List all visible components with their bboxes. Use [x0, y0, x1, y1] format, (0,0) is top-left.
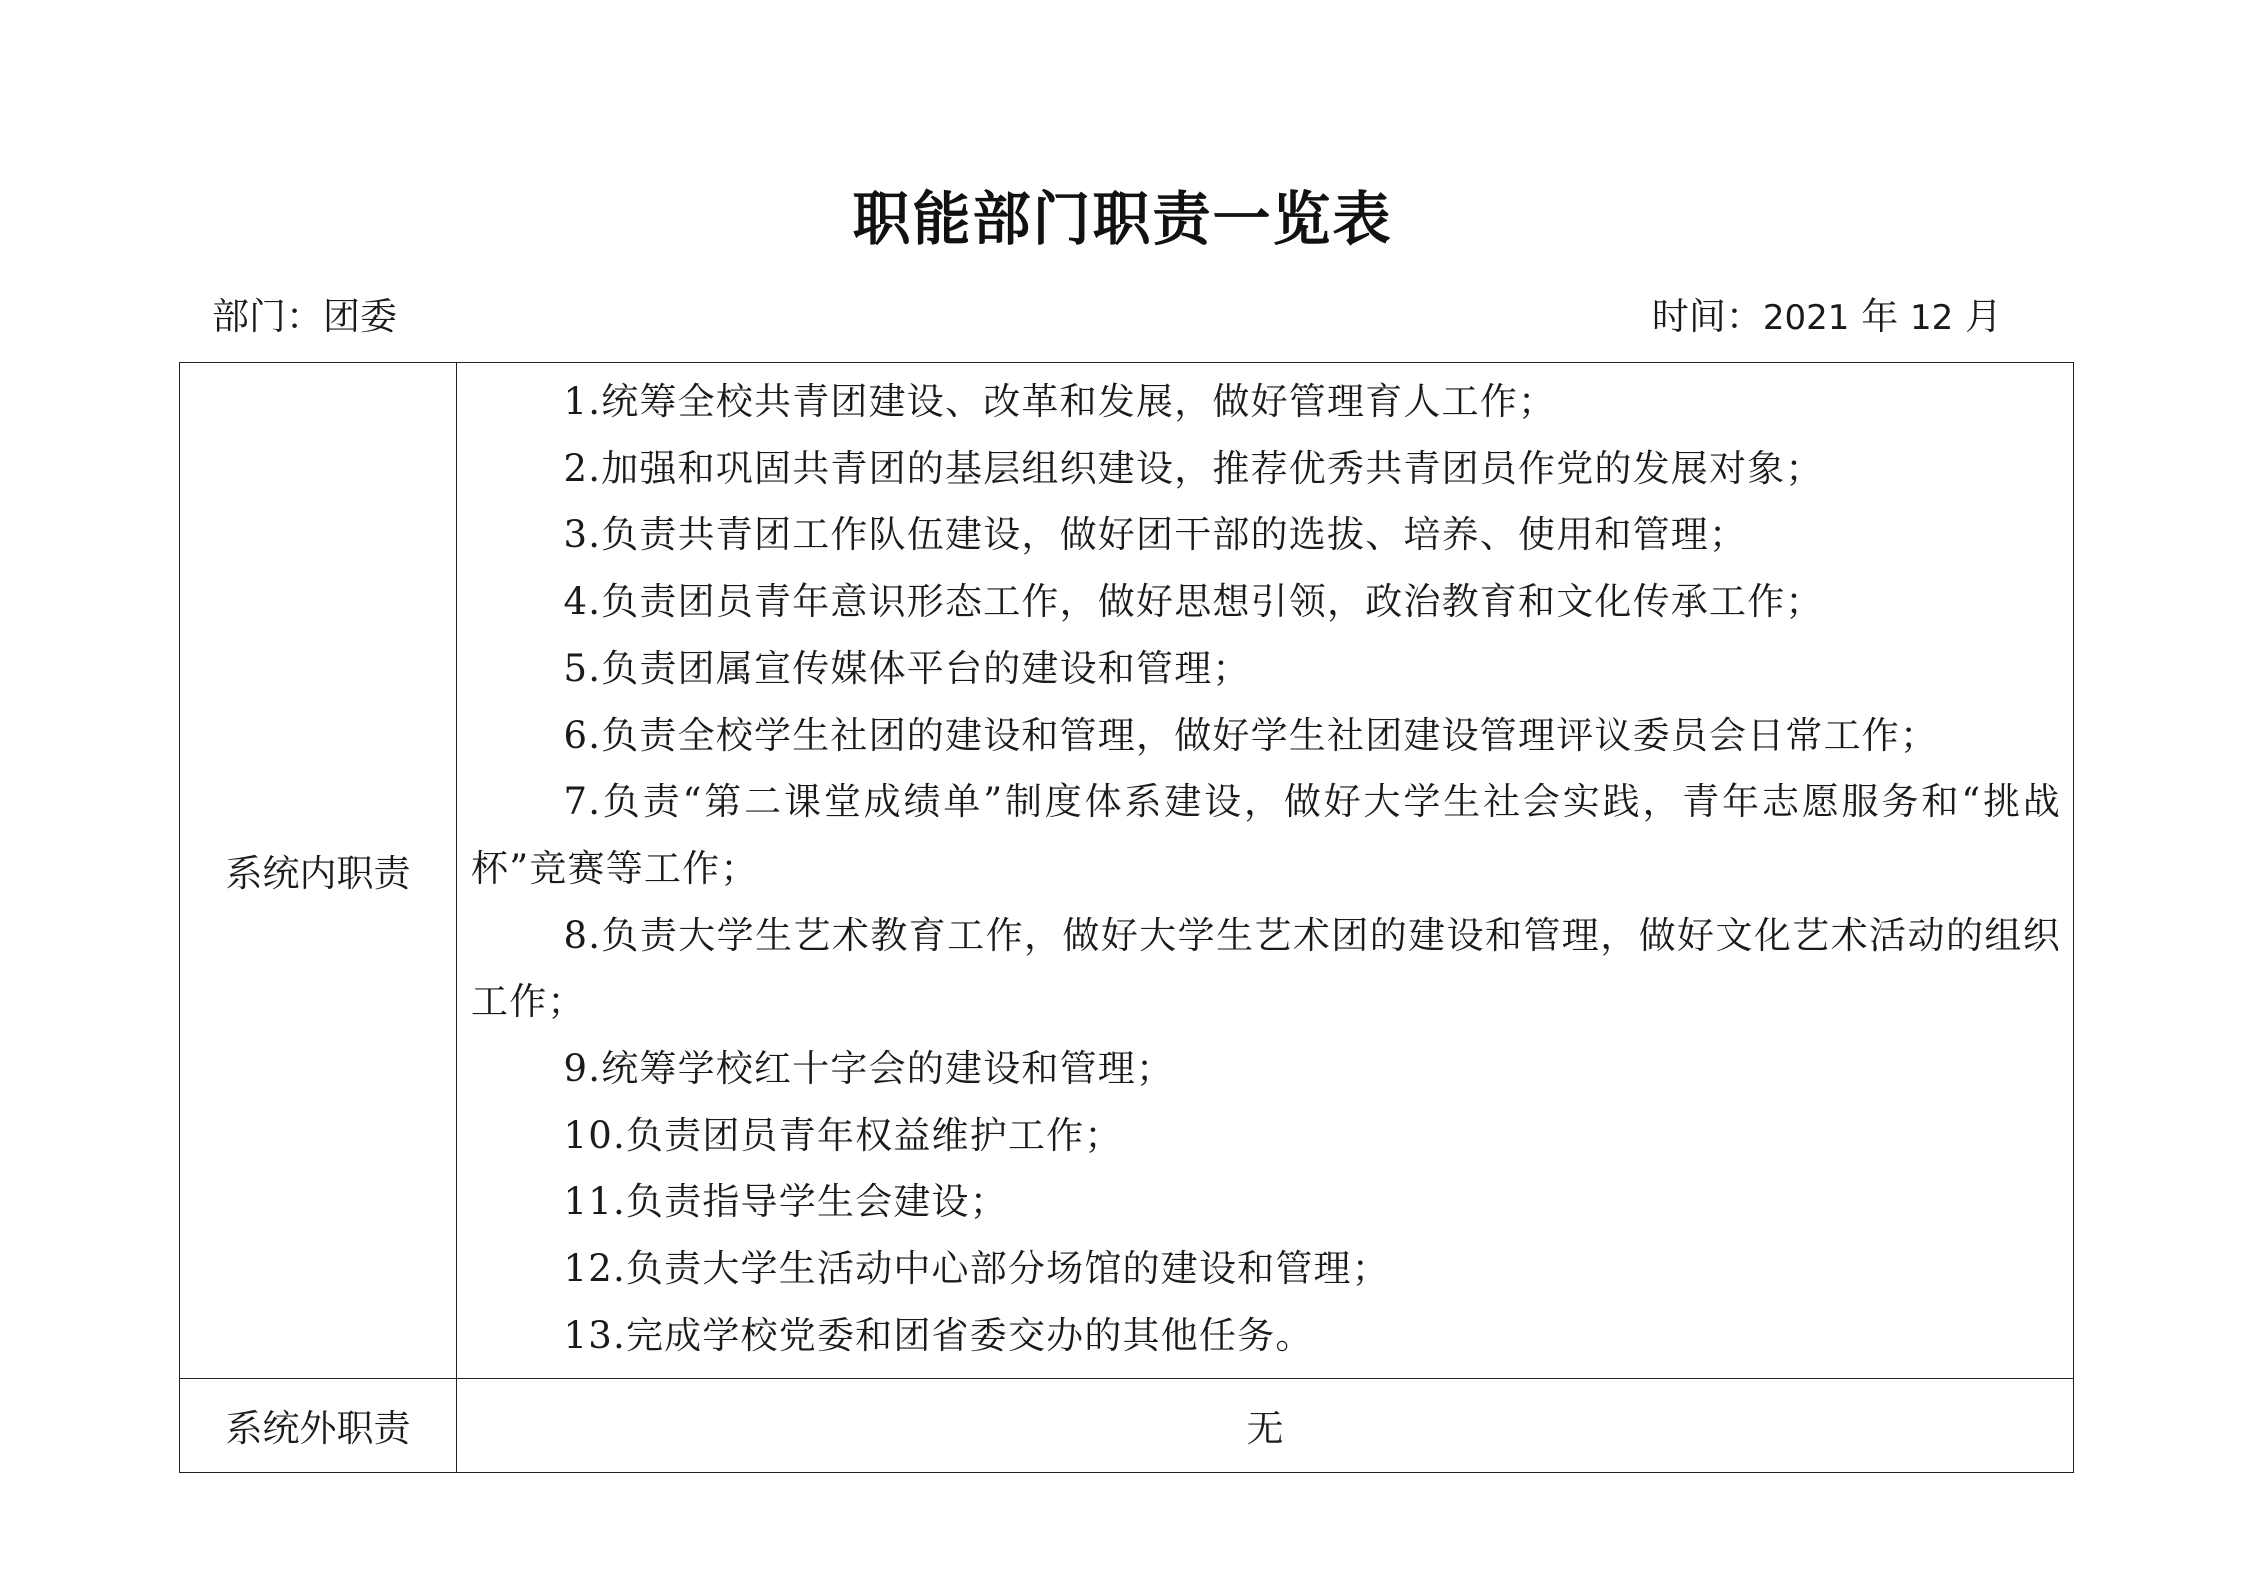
duty-item: 5.负责团属宣传媒体平台的建设和管理； [563, 646, 1251, 690]
duty-item: 8.负责大学生艺术教育工作，做好大学生艺术团的建设和管理，做好文化艺术活动的组织工作； [471, 913, 2061, 1024]
duty-item: 11.负责指导学生会建设； [563, 1180, 1008, 1224]
duty-item: 9.统筹学校红十字会的建设和管理； [563, 1047, 1175, 1091]
time-info [1652, 292, 2002, 343]
time-year: 2021 [1762, 298, 1850, 338]
internal-duties-label: 系统内职责 [180, 363, 457, 1379]
duties-table [179, 362, 2074, 1473]
duty-item: 1.统筹全校共青团建设、改革和发展，做好管理育人工作； [563, 380, 1557, 423]
duty-item: 13.完成学校党委和团省委交办的其他任务。 [563, 1313, 1314, 1357]
duty-item: 6.负责全校学生社团的建设和管理，做好学生社团建设管理评议委员会日常工作； [563, 713, 1939, 757]
duty-item: 12.负责大学生活动中心部分场馆的建设和管理； [563, 1247, 1390, 1291]
page-title: 职能部门职责一览表 [852, 185, 1393, 253]
department-info [212, 292, 397, 342]
duty-item: 10.负责团员青年权益维护工作； [563, 1113, 1123, 1157]
duty-item: 7.负责“第二课堂成绩单”制度体系建设，做好大学生社会实践，青年志愿服务和“挑战杯”竞赛等工作； [471, 780, 2061, 890]
time-month: 12 [1909, 298, 1954, 338]
time-month-unit: 月 [1965, 295, 2002, 338]
internal-duties-row [180, 363, 2074, 1379]
external-duties-label: 系统外职责 [180, 1378, 457, 1472]
internal-duties-cell [457, 363, 2074, 1379]
department-label: 部门： [212, 295, 323, 338]
duty-item: 4.负责团员青年意识形态工作，做好思想引领，政治教育和文化传承工作； [563, 580, 1824, 624]
document-meta-row [212, 292, 2002, 342]
time-year-unit: 年 [1861, 295, 1899, 338]
duty-list [457, 363, 2073, 1378]
external-duties-row [180, 1378, 2074, 1472]
external-duties-value: 无 [457, 1378, 2074, 1472]
time-label: 时间： [1651, 295, 1763, 338]
duty-item: 3.负责共青团工作队伍建设，做好团干部的选拔、培养、使用和管理； [563, 513, 1748, 557]
department-value: 团委 [323, 295, 397, 338]
duty-item: 2.加强和巩固共青团的基层组织建设，推荐优秀共青团员作党的发展对象； [563, 446, 1824, 490]
